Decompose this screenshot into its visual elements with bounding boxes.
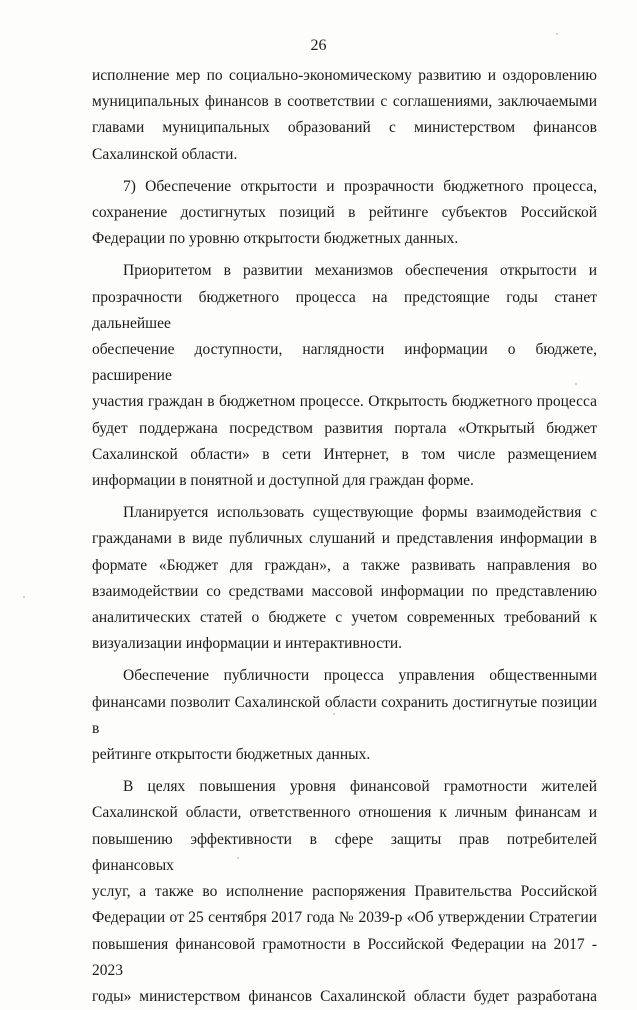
paragraph-1 (92, 63, 597, 168)
text-line: формате «Бюджет для граждан», а также развивать направления во (92, 556, 597, 574)
text-line: годы» министерством финансов Сахалинской области будет разработана (92, 987, 597, 1005)
text-line: повышения финансовой грамотности в Российской Федерации на 2017 - 2023 (92, 935, 597, 979)
text-line: аналитических статей о бюджете с учетом современных требований к (92, 609, 597, 627)
text-line: информации в понятной и доступной для граждан форме. (92, 472, 474, 490)
text-line: исполнение мер по социально-экономическому развитию и оздоровлению (92, 67, 597, 84)
paragraph-6 (92, 774, 597, 1010)
page-number: 26 (310, 37, 327, 54)
text-line: 7) Обеспечение открытости и прозрачности бюджетного процесса, (123, 177, 597, 195)
text-line: Обеспечение публичности процесса управления общественными (123, 667, 597, 685)
text-line: услуг, а также во исполнение распоряжения Правительства Российской (92, 883, 597, 901)
document-body (92, 63, 597, 1010)
scan-speck (23, 596, 25, 598)
text-line: Приоритетом в развитии механизмов обеспечения открытости и (123, 262, 597, 280)
text-line: будет поддержана посредством развития портала «Открытый бюджет (92, 419, 597, 437)
text-line: В целях повышения уровня финансовой грамотности жителей (123, 778, 597, 796)
text-line: главами муниципальных образований с министерством финансов (92, 119, 597, 137)
text-line: Сахалинской области» в сети Интернет, в том числе размещением (92, 445, 597, 463)
scan-speck (237, 857, 239, 859)
scan-speck (575, 383, 577, 385)
text-line: визуализации информации и интерактивности. (92, 635, 403, 653)
text-line: повышению эффективности в сфере защиты прав потребителей финансовых (92, 830, 597, 874)
text-line: Сахалинской области, ответственного отношения к личным финансам и (92, 804, 597, 822)
paragraph-3 (92, 258, 597, 494)
paragraph-2 (92, 174, 597, 253)
text-line: гражданами в виде публичных слушаний и представления информации в (92, 530, 597, 548)
paragraph-4 (92, 500, 597, 657)
text-line: Федерации от 25 сентября 2017 года № 2039-р «Об утверждении Стратегии (92, 909, 597, 927)
text-line: финансами позволит Сахалинской области сохранить достигнутые позиции в (92, 693, 597, 737)
text-line: обеспечение доступности, наглядности информации о бюджете, расширение (92, 341, 597, 385)
text-line: сохранение достигнутых позиций в рейтинге субъектов Российской (92, 204, 597, 222)
scan-speck (556, 33, 558, 35)
text-line: взаимодействии со средствами массовой информации по представлению (92, 582, 597, 600)
text-line: рейтинге открытости бюджетных данных. (92, 746, 371, 764)
text-line: Сахалинской области. (92, 145, 238, 163)
text-line: Федерации по уровню открытости бюджетных данных. (92, 230, 459, 248)
text-line: муниципальных финансов в соответствии с соглашениями, заключаемыми (92, 93, 597, 111)
paragraph-5 (92, 663, 597, 768)
text-line: прозрачности бюджетного процесса на предстоящие годы станет дальнейшее (92, 288, 597, 332)
text-line: Планируется использовать существующие формы взаимодействия с (123, 504, 597, 522)
scan-speck (333, 713, 335, 715)
text-line: участия граждан в бюджетном процессе. Открытость бюджетного процесса (92, 393, 597, 411)
